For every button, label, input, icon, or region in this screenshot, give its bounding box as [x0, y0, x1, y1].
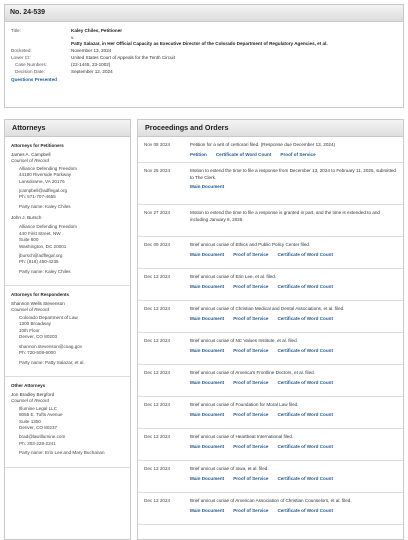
attorney-email[interactable]: brad@lawillumine.com	[19, 434, 66, 440]
proceeding-entry	[138, 205, 403, 237]
main-document-link[interactable]: Main Document	[190, 443, 225, 449]
entry-date: Dec 09 2024	[144, 242, 171, 247]
case-title	[71, 28, 397, 48]
case-summary-card	[4, 4, 404, 108]
petition-link[interactable]: Petition	[190, 151, 207, 157]
attorney-group	[5, 137, 130, 286]
attorney-contact	[11, 166, 125, 211]
entry-description: Petition for a writ of certiorari filed. (Response due December 13, 2024)	[190, 142, 336, 147]
proof-of-service-link[interactable]: Proof of Service	[233, 347, 269, 353]
attorney-name: John J. Bursch	[11, 215, 42, 221]
title-label: Title:	[11, 28, 21, 33]
proceeding-entry	[138, 461, 403, 493]
entry-content	[190, 210, 399, 236]
attorney-contact-line: Suite 1350	[19, 418, 41, 424]
entry-content	[190, 338, 399, 364]
main-document-link[interactable]: Main Document	[190, 475, 225, 481]
entry-content	[190, 498, 399, 524]
docketed-label: Docketed:	[11, 47, 32, 53]
main-document-link[interactable]: Main Document	[190, 347, 225, 353]
attorney-contact-line: Lansdowne, VA 20176	[19, 178, 65, 184]
entry-date: Nov 25 2024	[144, 168, 171, 173]
attorney-contact-line: 1300 Broadway	[19, 321, 51, 327]
attorney-contact-line: Alliance Defending Freedom	[19, 224, 77, 230]
certificate-of-word-count-link[interactable]: Certificate of Word Count	[277, 315, 333, 321]
case-details	[5, 22, 403, 83]
proof-of-service-link[interactable]: Proof of Service	[233, 443, 269, 449]
certificate-of-word-count-link[interactable]: Certificate of Word Count	[215, 151, 272, 157]
proceedings-list	[138, 137, 403, 525]
entry-date: Dec 13 2024	[144, 498, 171, 503]
entry-links	[190, 184, 399, 190]
entry-links	[190, 284, 399, 290]
proceeding-entry	[138, 137, 403, 163]
entry-links	[190, 316, 399, 322]
counsel-role: Counsel of Record	[11, 157, 50, 163]
docket-number: No. 24-539	[10, 9, 46, 17]
main-document-link[interactable]: Main Document	[190, 184, 225, 190]
proof-of-service-link[interactable]: Proof of Service	[233, 507, 269, 513]
docketed-value: November 13, 2024	[71, 47, 112, 53]
proof-of-service-link[interactable]: Proof of Service	[233, 411, 269, 417]
entry-content	[190, 370, 399, 396]
decision-date-row	[11, 69, 397, 76]
case-header	[5, 5, 403, 22]
entry-description: Brief amicus curiae of Foundation for Moral Law filed.	[190, 402, 299, 407]
lower-court-row	[11, 55, 397, 62]
proceeding-entry	[138, 493, 403, 525]
attorney-group-title: Attorneys for Respondents	[11, 292, 70, 298]
entry-date: Nov 08 2024	[144, 142, 171, 147]
proof-of-service-link[interactable]: Proof of Service	[280, 151, 316, 157]
attorney-contact-line: Colorado Department of Law	[19, 315, 78, 321]
versus-text: v.	[71, 34, 75, 40]
proceedings-title: Proceedings and Orders	[145, 123, 229, 133]
entry-date: Dec 13 2024	[144, 338, 171, 343]
attorney-contact-line: Washington, DC 20001	[19, 243, 67, 249]
entry-date: Dec 13 2024	[144, 306, 171, 311]
attorney-email[interactable]: jbursch@adflegal.org	[19, 252, 63, 258]
entry-content	[190, 142, 399, 162]
attorney-contact-line: Ph: (616) 450-4235	[19, 259, 59, 265]
attorney-name: Jon Bradley Bergford	[11, 391, 55, 397]
attorney-contact-line: Suite 600	[19, 237, 39, 243]
attorney-contact	[11, 224, 125, 275]
attorney-contact-line: Alliance Defending Freedom	[19, 165, 77, 171]
proceeding-entry	[138, 269, 403, 301]
certificate-of-word-count-link[interactable]: Certificate of Word Count	[277, 411, 333, 417]
entry-description: Brief amicus curiae of NC Values Institute, et al. filed.	[190, 338, 298, 343]
proof-of-service-link[interactable]: Proof of Service	[233, 283, 269, 289]
entry-date: Nov 27 2024	[144, 210, 171, 215]
attorney-group	[5, 377, 130, 468]
proof-of-service-link[interactable]: Proof of Service	[233, 379, 269, 385]
entry-description: Brief amicus curiae of American Association of Christian Counselors, et al. filed.	[190, 498, 352, 503]
proceedings-panel	[137, 119, 404, 540]
main-document-link[interactable]: Main Document	[190, 315, 225, 321]
proceeding-entry	[138, 301, 403, 333]
attorneys-panel	[4, 119, 131, 540]
entry-description: Brief amicus curiae of America's Frontline Doctors, et al. filed.	[190, 370, 315, 375]
entry-date: Dec 13 2024	[144, 466, 171, 471]
attorney-contact-line: Party name: Erin Lee and Mary Buchanan	[19, 450, 105, 456]
attorney-contact-line: 440 First Street, NW	[19, 230, 61, 236]
entry-links	[190, 508, 399, 514]
proceeding-entry	[138, 397, 403, 429]
attorney-contact-line: Ph: 303-228-2241	[19, 440, 56, 446]
attorney-contact	[11, 315, 125, 366]
attorney-name: Shannon Wells Stevenson	[11, 301, 65, 307]
entry-links	[190, 348, 399, 354]
case-numbers-label: Case Numbers:	[15, 61, 47, 67]
proof-of-service-link[interactable]: Proof of Service	[233, 315, 269, 321]
certificate-of-word-count-link[interactable]: Certificate of Word Count	[277, 507, 333, 513]
attorney-group-title: Attorneys for Petitioners	[11, 143, 64, 148]
proceeding-entry	[138, 333, 403, 365]
attorneys-title: Attorneys	[12, 123, 46, 133]
entry-description: Motion to extend the time to file a response is granted in part, and the time is extended to and including January 6, 2025.	[190, 210, 380, 222]
entry-date: Dec 13 2024	[144, 434, 171, 439]
attorney-contact-line: Party name: Kaley Chiles	[19, 203, 71, 209]
certificate-of-word-count-link[interactable]: Certificate of Word Count	[277, 283, 333, 289]
case-numbers-value: (22-1445, 23-1002)	[71, 61, 111, 67]
proceeding-entry	[138, 237, 403, 269]
certificate-of-word-count-link[interactable]: Certificate of Word Count	[277, 379, 333, 385]
attorney-contact-line: Party name: Kaley Chiles	[19, 268, 71, 274]
entry-links	[190, 444, 399, 450]
certificate-of-word-count-link[interactable]: Certificate of Word Count	[277, 251, 333, 257]
questions-presented-link[interactable]: Questions Presented	[11, 76, 57, 82]
attorney-contact-line: Denver, CO 80237	[19, 425, 58, 431]
proceedings-header	[138, 119, 403, 137]
attorneys-header	[5, 119, 130, 137]
certificate-of-word-count-link[interactable]: Certificate of Word Count	[277, 347, 333, 353]
entry-date: Dec 13 2024	[144, 274, 171, 279]
entry-links	[190, 476, 399, 482]
lower-court-value: United States Court of Appeals for the Tenth Circuit	[71, 54, 175, 60]
main-document-link[interactable]: Main Document	[190, 507, 225, 513]
attorney-groups	[5, 137, 130, 468]
attorney-contact	[11, 406, 125, 457]
main-document-link[interactable]: Main Document	[190, 379, 225, 385]
entry-description: Brief amicus curiae of Ethics and Public Policy Center filed.	[190, 242, 311, 247]
petitioner-name: Kaley Chiles, Petitioner	[71, 28, 123, 33]
attorney-contact-line: Party name: Patty Salazar, et al.	[19, 359, 85, 365]
entry-links	[190, 252, 399, 258]
entry-content	[190, 274, 399, 300]
attorney-contact-line: Denver, CO 80203	[19, 334, 58, 340]
entry-date: Dec 13 2024	[144, 402, 171, 407]
attorney-contact-line: 44180 Riverside Parkway	[19, 172, 72, 178]
attorney-group-title: Other Attorneys	[11, 382, 46, 388]
counsel-role: Counsel of Record	[11, 397, 50, 403]
certificate-of-word-count-link[interactable]: Certificate of Word Count	[277, 443, 333, 449]
main-document-link[interactable]: Main Document	[190, 283, 225, 289]
entry-links	[190, 152, 399, 158]
entry-description: Motion to extend the time to file a response from December 13, 2024 to February 11, 2025, submitted to The Clerk.	[190, 168, 396, 180]
attorney-contact-line: Ph: 720-508-6000	[19, 350, 56, 356]
counsel-role: Counsel of Record	[11, 307, 50, 313]
entry-content	[190, 466, 399, 492]
entry-description: Brief amicus curiae of Iowa, et al. filed.	[190, 466, 269, 471]
entry-date: Dec 13 2024	[144, 370, 171, 375]
respondent-name: Patty Salazar, in Her Official Capacity as Executive Director of the Colorado Department of Regulatory Agencies, et al.	[71, 41, 328, 47]
case-numbers-row	[11, 62, 397, 69]
entry-content	[190, 402, 399, 428]
proceeding-entry	[138, 163, 403, 205]
proceeding-entry	[138, 429, 403, 461]
entry-content	[190, 242, 399, 268]
attorney-group	[5, 286, 130, 377]
attorney-contact-line: 8055 E. Tufts Avenue	[19, 412, 63, 418]
entry-content	[190, 168, 399, 204]
proof-of-service-link[interactable]: Proof of Service	[233, 475, 269, 481]
entry-description: Brief amicus curiae of Erin Lee, et al. filed.	[190, 274, 277, 279]
decision-date-label: Decision Date:	[15, 68, 45, 74]
main-document-link[interactable]: Main Document	[190, 411, 225, 417]
attorney-contact-line: 10th Floor	[19, 327, 40, 333]
entry-description: Brief amicus curiae of Christian Medical and Dental Associations, et al. filed.	[190, 306, 345, 311]
main-document-link[interactable]: Main Document	[190, 251, 225, 257]
entry-content	[190, 434, 399, 460]
entry-description: Brief amicus curiae of Heartbeat International filed.	[190, 434, 294, 439]
entry-content	[190, 306, 399, 332]
certificate-of-word-count-link[interactable]: Certificate of Word Count	[277, 475, 333, 481]
proceeding-entry	[138, 365, 403, 397]
entry-links	[190, 412, 399, 418]
title-row	[11, 28, 397, 48]
attorney-contact-line: Ph: 571-707-4655	[19, 194, 56, 200]
attorney-email[interactable]: shannon.stevenson@coag.gov	[19, 343, 83, 349]
entry-links	[190, 380, 399, 386]
lower-court-label: Lower Ct:	[11, 54, 31, 60]
attorney-name: James A. Campbell	[11, 151, 51, 157]
decision-date-value: September 12, 2024	[71, 68, 113, 74]
docketed-row	[11, 48, 397, 55]
attorney-contact-line: Illumine Legal LLC	[19, 405, 58, 411]
proof-of-service-link[interactable]: Proof of Service	[233, 251, 269, 257]
attorney-email[interactable]: jcampbell@adflegal.org	[19, 188, 68, 194]
